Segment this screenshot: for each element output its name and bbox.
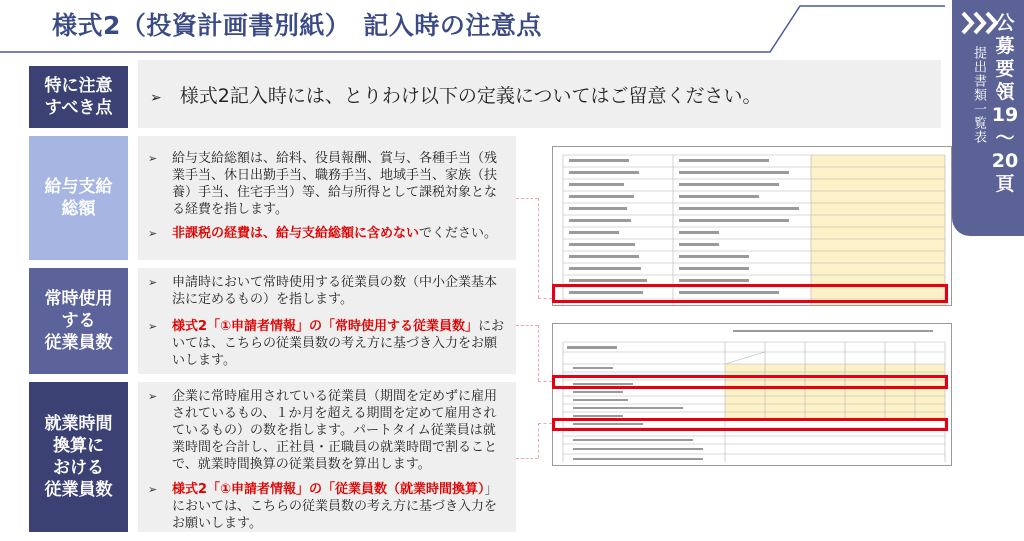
regular-employees-box bbox=[138, 268, 516, 374]
arrowhead-bullet-icon: ➢ bbox=[148, 320, 158, 333]
connector-regular-vertical bbox=[538, 325, 539, 381]
list-item: ➢ 非課税の経費は、給与支給総額に含めないでください。 bbox=[148, 226, 498, 241]
form-thumbnail-top bbox=[552, 146, 952, 306]
connector-regular-end bbox=[538, 381, 552, 382]
side-tab-char: 要 bbox=[995, 58, 1015, 80]
list-item: ➢ 給与支給総額は、給料、役員報酬、賞与、各種手当（残業手当、休日出勤手当、職務手当、地域手当、家族（扶養）手当、住宅手当）等、給与所得として課税対象となる経費を指します。 bbox=[148, 151, 498, 217]
label-fte-employees: 就業時間 換算に おける 従業員数 bbox=[29, 382, 128, 532]
form-thumbnail-bottom bbox=[552, 323, 952, 466]
side-tab-char: 20 bbox=[991, 150, 1019, 172]
highlight-regular-employees-row bbox=[552, 375, 948, 389]
form-table-top bbox=[553, 147, 952, 306]
connector-fte bbox=[516, 458, 538, 459]
arrowhead-bullet-icon: ➢ bbox=[148, 483, 158, 496]
list-item: ➢ 様式2「①申請者情報」の「常時使用する従業員数」においては、こちらの従業員数の考え方に基づき入力をお願いします。 bbox=[148, 319, 505, 368]
label-regular-employees: 常時使用 する 従業員数 bbox=[29, 268, 128, 374]
connector-fte-end bbox=[538, 423, 552, 424]
side-tab-subtitle: 提出書類一覧表 bbox=[971, 46, 986, 144]
side-tab-char: 公 bbox=[995, 12, 1015, 34]
list-item: ➢ 企業に常時雇用されている従業員（期間を定めずに雇用されているもの、１か月を超える期間を定めて雇用されているもの）の数を指します。パートタイム従業員は就業時間を合計し、正社員・正職員の就業時間で割ることで、就業時間換算の従業員数を算出します。 bbox=[148, 389, 498, 472]
connector-salary-vertical bbox=[538, 198, 539, 298]
total-salary-box bbox=[138, 136, 516, 260]
connector-fte-vertical bbox=[538, 423, 539, 458]
fte-employees-box bbox=[138, 382, 516, 532]
arrowhead-bullet-icon: ➢ bbox=[150, 90, 162, 106]
arrowhead-bullet-icon: ➢ bbox=[148, 390, 158, 403]
side-tab-char: 頁 bbox=[995, 173, 1015, 195]
page-title: 様式2（投資計画書別紙） 記入時の注意点 bbox=[52, 11, 542, 40]
list-item: ➢ 様式2「①申請者情報」の「従業員数（就業時間換算）」においては、こちらの従業員数の考え方に基づき入力をお願いします。 bbox=[148, 482, 498, 531]
side-tab-char: 募 bbox=[995, 35, 1015, 57]
side-tab-char: 19 bbox=[991, 104, 1019, 126]
arrowhead-bullet-icon: ➢ bbox=[148, 276, 158, 289]
highlight-fte-employees-row bbox=[552, 418, 948, 431]
list-item: ➢ 申請時において常時使用する従業員の数（中小企業基本法に定めるもの）を指します。 bbox=[148, 275, 498, 307]
side-tab-reference bbox=[990, 12, 1020, 196]
connector-salary bbox=[516, 198, 538, 199]
form-table-bottom bbox=[553, 324, 952, 466]
attention-box bbox=[138, 60, 941, 128]
connector-salary-end bbox=[538, 298, 552, 299]
connector-regular bbox=[516, 325, 538, 326]
side-tab-char: ～ bbox=[995, 127, 1015, 149]
label-total-salary: 給与支給 総額 bbox=[29, 136, 128, 260]
arrowhead-bullet-icon: ➢ bbox=[148, 227, 158, 240]
side-tab-char: 領 bbox=[995, 81, 1015, 103]
highlight-salary-row bbox=[552, 284, 948, 303]
attention-text: 様式2記入時には、とりわけ以下の定義についてはご留意ください。 bbox=[179, 85, 762, 107]
arrowhead-bullet-icon: ➢ bbox=[148, 152, 158, 165]
label-attention: 特に注意 すべき点 bbox=[29, 66, 128, 128]
